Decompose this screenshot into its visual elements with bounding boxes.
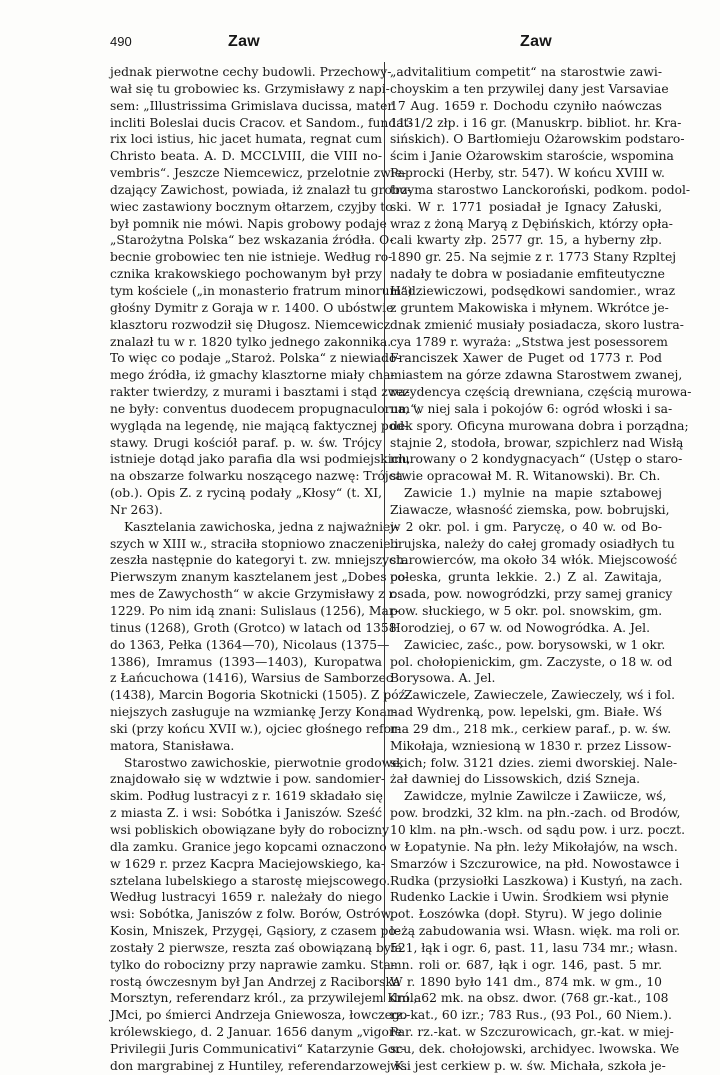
right-text-line: pol. chołopienickim, gm. Zaczyste, o 18 w. od	[390, 654, 673, 669]
left-text-line: Kosin, Mniszek, Przygęi, Gąsiory, z czasem po-	[110, 924, 400, 939]
left-text-line: 1229. Po nim idą znani: Sulislaus (1256), Mar-	[110, 604, 399, 618]
left-text-line: Kasztelania zawichoska, jedna z najważniej-	[124, 519, 399, 534]
page-number: 490	[110, 34, 132, 49]
left-text-line: niejszych zasługuje na wzmiankę Jerzy Konar-	[110, 705, 397, 720]
left-text-line: matora, Stanisława.	[110, 738, 235, 753]
left-text-line: był pomnik nie mówi. Napis grobowy podaje	[110, 216, 387, 231]
right-text-line: osada, pow. nowogródzki, przy samej granicy	[390, 587, 673, 602]
left-text-line: Według lustracyi 1659 r. należały do niego	[110, 890, 382, 905]
left-text-line: dla zamku. Granice jego kopcami oznaczono	[110, 839, 387, 854]
left-text-line: Morsztyn, referendarz król., za przywilejem Króla	[110, 991, 422, 1006]
right-text-line: wsi jest cerkiew p. w. św. Michała, szkoła je-	[390, 1058, 666, 1073]
right-text-line: cya 1789 r. wyraża: „Ststwa jest posessorem	[390, 334, 668, 349]
left-text-line: zostały 2 pierwsze, reszta zaś obowiązaną była	[110, 940, 403, 955]
left-text-line: wał się tu grobowiec ks. Grzymisławy z napi-	[110, 81, 390, 96]
left-text-line: z Łańcuchowa (1416), Warsius de Samborzec	[110, 671, 393, 686]
right-text-line: Rudenko Lackie i Uwin. Środkiem wsi płynie	[390, 890, 669, 905]
left-text-line: zeszła następnie do kategoryi t. zw. mniejszych.	[110, 553, 408, 568]
right-text-line: poleska, grunta lekkie. 2.) Z al. Zawitaja,	[390, 570, 662, 585]
left-text-line: becnie grobowiec ten nie istnieje. Według ro-	[110, 250, 393, 265]
right-text-line: stajnie 2, stodoła, browar, szpichlerz nad Wisłą	[390, 435, 684, 450]
right-text-line: Hadziewiczowi, podsędkowi sandomier., wraz	[390, 283, 676, 298]
left-text-line: vembris“. Jeszcze Niemcewicz, przelotnie zwie-	[110, 166, 407, 181]
left-text-line: znajdowało się w wdztwie i pow. sandomier-	[110, 772, 386, 787]
right-text-line: leżą zabudowania wsi. Własn. więk. ma roli or.	[390, 924, 681, 939]
right-text-line: Par. rz.-kat. w Szczurowicach, gr.-kat. w miej-	[390, 1025, 674, 1040]
left-text-line: (1438), Marcin Bogoria Skotnicki (1505). Z póź-	[110, 688, 410, 703]
right-text-line: pow. brodzki, 32 klm. na płn.-zach. od Brodów,	[390, 806, 681, 821]
left-text-line: „Starożytna Polska“ bez wskazania źródła. O-	[110, 233, 394, 248]
left-text-line: stawy. Drugi kościół paraf. p. w. św. Trójcy	[110, 435, 382, 450]
right-text-line: z gruntem Makowiska i młynem. Wkrótce je-	[390, 300, 669, 315]
right-text-line: Zawiciec, zaśc., pow. borysowski, w 1 okr.	[404, 637, 666, 652]
left-text-line: do 1363, Pełka (1364—70), Nicolaus (1375—	[110, 637, 390, 652]
right-text-line: w Łopatynie. Na płn. leży Mikołajów, na wsch.	[390, 839, 678, 854]
left-text-line: (ob.). Opis Z. z ryciną podały „Kłosy“ (t. XI,	[110, 486, 382, 501]
left-text-line: jednak pierwotne cechy budowli. Przechowy-	[110, 65, 392, 79]
right-text-line: sińskich). O Bartłomieju Ożarowskim podstaro-	[390, 132, 685, 147]
right-text-line: mn. roli or. 687, łąk i ogr. 146, past. 5 mr.	[390, 957, 662, 972]
left-text-line: rix loci istius, hic jacet humata, regnat cum	[110, 132, 382, 147]
right-text-line: „advitalitium competit“ na starostwie zawi-	[390, 65, 662, 79]
left-text-line: wsi pobliskich obowiązane były do robocizny	[110, 822, 390, 837]
left-text-column	[110, 64, 422, 1073]
right-text-line: dm., 62 mk. na obsz. dwor. (768 gr.-kat., 108	[390, 991, 669, 1006]
left-text-line: cznika krakowskiego pochowanym był przy	[110, 267, 382, 282]
right-text-line: Zawiczele, Zawieczele, Zawieczely, wś i fol.	[404, 688, 675, 703]
left-text-line: w 1629 r. przez Kacpra Maciejowskiego, ka-	[110, 856, 386, 871]
right-text-line: pow. słuckiego, w 5 okr. pol. snowskim, gm.	[390, 604, 663, 618]
right-text-line: Zawicie 1.) mylnie na mapie sztabowej	[404, 486, 662, 501]
right-text-line: żał dawniej do Lissowskich, dziś Szneja.	[390, 772, 641, 787]
left-text-line: sztelana lubelskiego a starostę miejscowego.	[110, 873, 391, 888]
right-text-line: cali kwarty złp. 2577 gr. 15, a hyberny złp.	[390, 233, 662, 248]
right-text-line: skich; folw. 3121 dzies. ziemi dworskiej. Nale-	[390, 755, 678, 770]
page-header	[0, 30, 720, 52]
right-text-line: w 2 okr. pol. i gm. Paryczę, o 40 w. od Bo-	[390, 519, 662, 534]
right-text-line: dnak zmienić musiały posiadacza, skoro lustra-	[390, 317, 684, 332]
left-text-line: tylko do robocizny przy naprawie zamku. Sta-	[110, 957, 395, 972]
right-text-line: Mikołaja, wzniesioną w 1830 r. przez Lissow-	[390, 738, 672, 753]
right-text-line: dek spory. Oficyna murowana dobra i porządna;	[390, 418, 689, 433]
right-text-line: starowierców, ma około 34 włók. Miejscowość	[390, 553, 678, 568]
left-text-line: wsi: Sobótka, Janiszów z folw. Borów, Ostrów,	[110, 907, 394, 922]
left-text-line: incliti Boleslai ducis Cracov. et Sandom., fundat-	[110, 115, 413, 130]
right-text-line: scu, dek. chołojowski, archidyec. lwowska. We	[390, 1041, 680, 1056]
left-running-head: Zaw	[228, 33, 261, 50]
left-text-line: To więc co podaje „Staroż. Polska“ z niewiado-	[110, 351, 401, 366]
right-text-line: ścim i Janie Ożarowskim staroście, wspomina	[390, 149, 674, 164]
right-text-line: Horodziej, o 67 w. od Nowogródka. A. Jel.	[390, 620, 650, 635]
left-text-line: tym kościele („in monasterio fratrum minorum“)	[110, 283, 413, 298]
left-text-line: głośny Dymitr z Goraja w r. 1400. O ubóstwie	[110, 300, 394, 315]
left-text-line: 1386), Imramus (1393—1403), Kuropatwa	[110, 654, 382, 669]
right-text-line: na, w niej sala i pokojów 6: ogród włoski i sa-	[390, 401, 673, 416]
right-text-line: Ziawacze, własność ziemska, pow. bobrujski,	[390, 502, 670, 517]
left-text-line: Nr 263).	[110, 502, 163, 517]
right-text-line: choyskim a ten przywilej dany jest Varsaviae	[390, 81, 669, 96]
left-text-line: wiec zastawiony bocznym ołtarzem, czyjby to	[110, 199, 393, 214]
left-text-line: Christo beata. A. D. MCCLVIII, die VIII no-	[110, 149, 382, 164]
right-text-column	[390, 64, 692, 1073]
left-text-line: rakter twierdzy, z murami i basztami i stąd zwa-	[110, 385, 410, 400]
left-text-line: Privilegii Juris Communicativi“ Katarzynie Gor-	[110, 1041, 406, 1056]
right-text-line: pot. Łoszówka (dopł. Styru). W jego dolinie	[390, 907, 662, 922]
right-text-line: nad Wydrenką, pow. lepelski, gm. Białe. Wś	[390, 705, 662, 720]
left-text-line: ski (przy końcu XVII w.), ojciec głośnego refor-	[110, 721, 402, 736]
right-text-line: brujska, należy do całej gromady osiadłych tu	[390, 536, 675, 551]
left-text-line: klasztoru rozwodził się Długosz. Niemcewicz	[110, 317, 391, 332]
left-text-line: wygląda na legendę, nie mającą faktycznej pod-	[110, 418, 409, 433]
right-text-line: Paprocki (Herby, str. 547). W końcu XVIII w.	[390, 166, 665, 181]
left-text-line: mes de Zawychosth“ w akcie Grzymisławy z r.	[110, 587, 397, 602]
right-text-line: 1131/2 złp. i 16 gr. (Manuskrp. bibliot. hr. Kra-	[390, 115, 682, 130]
right-text-line: Borysowa. A. Jel.	[390, 671, 496, 686]
left-text-line: rostą ówczesnym był Jan Andrzej z Raciborska	[110, 974, 401, 989]
right-text-line: miastem na górze zdawna Starostwem zwanej,	[390, 368, 683, 383]
right-text-line: nadały te dobra w posiadanie emfiteutyczne	[390, 267, 665, 282]
right-text-line: ski. W r. 1771 posiadał je Ignacy Załuski,	[390, 199, 662, 214]
right-text-line: ma 29 dm., 218 mk., cerkiew paraf., p. w. św.	[390, 721, 672, 736]
right-text-line: murowany o 2 kondygnacyach“ (Ustęp o staro-	[390, 452, 683, 467]
left-text-line: don margrabinej z Huntiley, referendarzowej K.	[110, 1058, 408, 1073]
left-text-line: znalazł tu w r. 1820 tylko jednego zakonnika.	[110, 334, 392, 349]
right-text-line: 1890 gr. 25. Na sejmie z r. 1773 Stany Rzpltej	[390, 250, 677, 265]
left-text-line: królewskiego, d. 2 Januar. 1656 danym „vigore	[110, 1025, 403, 1040]
left-text-line: JMci, po śmierci Andrzeja Gniewosza, łowczego	[110, 1008, 408, 1023]
right-text-line: 10 klm. na płn.-wsch. od sądu pow. i urz. poczt.	[390, 822, 685, 837]
left-text-line: skim. Podług lustracyi z r. 1619 składało się	[110, 789, 383, 804]
right-text-line: 521, łąk i ogr. 6, past. 11, lasu 734 mr.; własn.	[390, 940, 678, 955]
left-text-line: dzający Zawichost, powiada, iż znalazł tu grobo-	[110, 182, 412, 197]
right-text-line: W r. 1890 było 141 dm., 874 mk. w gm., 10	[390, 974, 662, 989]
left-text-line: Pierwszym znanym kasztelanem jest „Dobes co-	[110, 570, 409, 585]
right-text-line: 17 Aug. 1659 r. Dochodu czyniło naówczas	[390, 98, 662, 113]
right-text-line: trzyma starostwo Lanckoroński, podkom. podol-	[390, 182, 691, 197]
left-text-line: mego źródła, iż gmachy klasztorne miały cha-	[110, 368, 395, 383]
left-text-line: z miasta Z. i wsi: Sobótka i Janiszów. Sześć	[110, 806, 382, 821]
right-text-line: Franciszek Xawer de Puget od 1773 r. Pod	[390, 351, 662, 366]
right-text-line: Zawidcze, mylnie Zawilcze i Zawiicze, wś,	[404, 789, 667, 804]
left-text-line: na obszarze folwarku noszącego nazwę: Trójca	[110, 469, 403, 484]
left-text-line: ne były: conventus duodecem propugnaculorum“,	[110, 401, 421, 416]
right-text-line: Rudka (przysiołki Laszkowa) i Kustyń, na zach.	[390, 873, 683, 888]
right-text-line: rezydencya częścią drewniana, częścią murowa-	[390, 385, 692, 400]
right-running-head: Zaw	[520, 33, 553, 50]
left-text-line: istnieje dotąd jako parafia dla wsi podmiejskich,	[110, 452, 411, 467]
left-text-line: sem: „Illustrissima Grimislava ducissa, mater	[110, 98, 394, 113]
right-text-line: Smarzów i Szczurowice, na płd. Nowostawce i	[390, 856, 680, 871]
left-text-line: tinus (1268), Groth (Grotco) w latach od 1358	[110, 620, 397, 635]
left-text-line: szych w XIII w., straciła stopniowo znaczenie i	[110, 536, 399, 551]
right-text-line: rz.-kat., 60 izr.; 783 Rus., (93 Pol., 60 Niem.).	[390, 1008, 672, 1023]
right-text-line: stwie opracował M. R. Witanowski). Br. Ch.	[390, 469, 661, 484]
column-divider	[384, 62, 385, 1002]
left-text-line: Starostwo zawichoskie, pierwotnie grodowe,	[124, 755, 404, 770]
right-text-line: wraz z żoną Maryą z Dębińskich, którzy opła-	[390, 216, 673, 231]
